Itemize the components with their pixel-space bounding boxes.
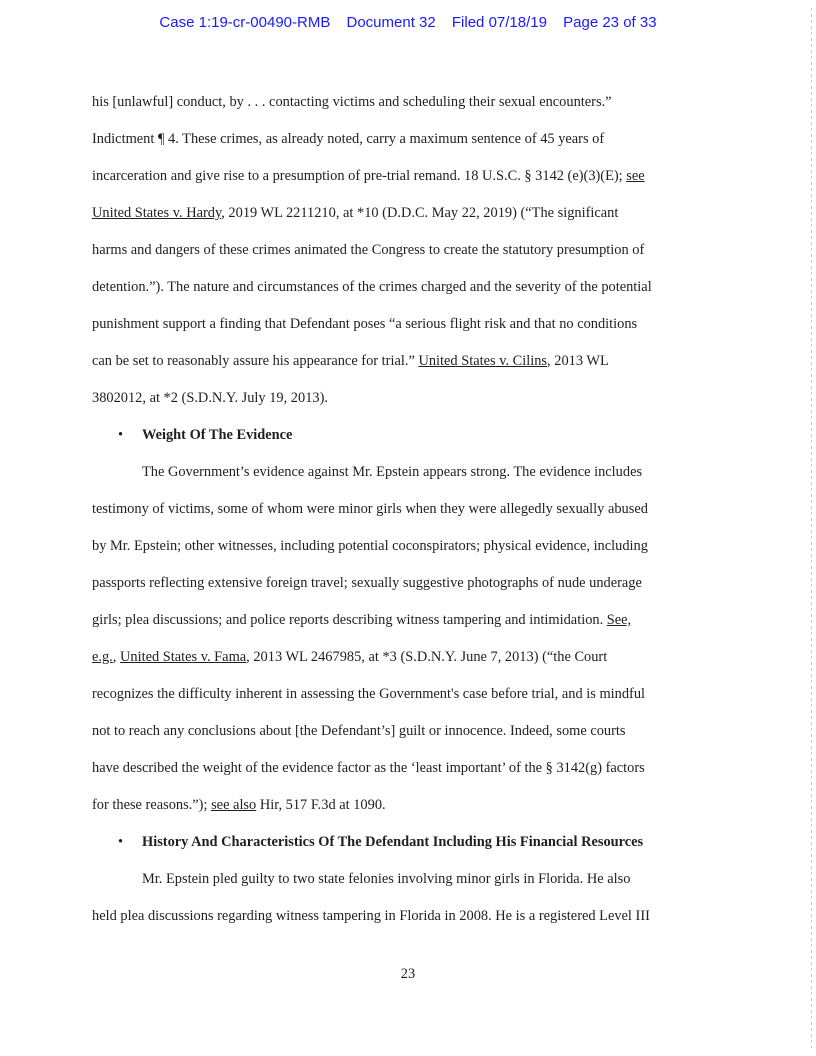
text-line: detention.”). The nature and circumstances of the crimes charged and the severity of the potential: [92, 279, 652, 295]
text-line: passports reflecting extensive foreign travel; sexually suggestive photographs of nude underage: [92, 575, 642, 591]
text-line: held plea discussions regarding witness tampering in Florida in 2008. He is a registered Level III: [92, 908, 650, 924]
text-line: Mr. Epstein pled guilty to two state felonies involving minor girls in Florida. He also: [142, 871, 631, 887]
text-line: by Mr. Epstein; other witnesses, including potential coconspirators; physical evidence, including: [92, 538, 648, 554]
bullet-icon: •: [118, 834, 124, 850]
bullet-icon: •: [118, 427, 124, 443]
page-count: Page 23 of 33: [563, 14, 657, 31]
text-line: United States v. Hardy, 2019 WL 2211210, at *10 (D.D.C. May 22, 2019) (“The significant: [92, 205, 619, 221]
case-citation: United States v. Cilins: [418, 353, 548, 369]
filed-date: Filed 07/18/19: [451, 14, 547, 31]
case-number: Case 1:19-cr-00490-RMB: [159, 14, 331, 31]
text-line: incarceration and give rise to a presumption of pre-trial remand. 18 U.S.C. § 3142 (e)(3)(E); see: [92, 168, 645, 184]
text-line: e.g., United States v. Fama, 2013 WL 2467985, at *3 (S.D.N.Y. June 7, 2013) (“the Court: [92, 649, 608, 665]
text-line: can be set to reasonably assure his appearance for trial.” United States v. Cilins, 2013 WL: [92, 353, 609, 369]
case-citation: United States v. Hardy: [92, 205, 222, 221]
text-line: 3802012, at *2 (S.D.N.Y. July 19, 2013).: [92, 390, 328, 406]
heading-text: Weight Of The Evidence: [142, 427, 293, 443]
citation-signal: See,: [606, 612, 632, 628]
text-line: his [unlawful] conduct, by . . . contacting victims and scheduling their sexual encounters.”: [92, 94, 612, 110]
scan-edge-line: [811, 8, 812, 1048]
text-line: for these reasons.”); see also Hir, 517 F.3d at 1090.: [92, 797, 386, 813]
page-number: 23: [400, 966, 416, 982]
text-line: have described the weight of the evidence factor as the ‘least important’ of the § 3142(g) factors: [92, 760, 645, 776]
case-citation: United States v. Fama: [119, 649, 247, 665]
document-number: Document 32: [346, 14, 436, 31]
citation-signal: see also: [211, 797, 257, 813]
text-line: girls; plea discussions; and police reports describing witness tampering and intimidation. See,: [92, 612, 632, 628]
text-line: punishment support a finding that Defendant poses “a serious flight risk and that no conditions: [92, 316, 638, 332]
text-line: testimony of victims, some of whom were minor girls when they were allegedly sexually abused: [92, 501, 648, 517]
text-line: Indictment ¶ 4. These crimes, as already noted, carry a maximum sentence of 45 years of: [92, 131, 605, 147]
citation-signal: e.g.: [92, 649, 113, 665]
citation-signal: see: [626, 168, 645, 184]
text-line: not to reach any conclusions about [the Defendant’s] guilt or innocence. Indeed, some courts: [92, 723, 626, 739]
heading-text: History And Characteristics Of The Defendant Including His Financial Resources: [142, 834, 644, 850]
text-line: recognizes the difficulty inherent in assessing the Government's case before trial, and is mindful: [92, 686, 646, 702]
court-filing-header: [0, 14, 816, 31]
text-line: The Government’s evidence against Mr. Epstein appears strong. The evidence includes: [142, 464, 643, 480]
text-line: harms and dangers of these crimes animated the Congress to create the statutory presumption of: [92, 242, 645, 258]
